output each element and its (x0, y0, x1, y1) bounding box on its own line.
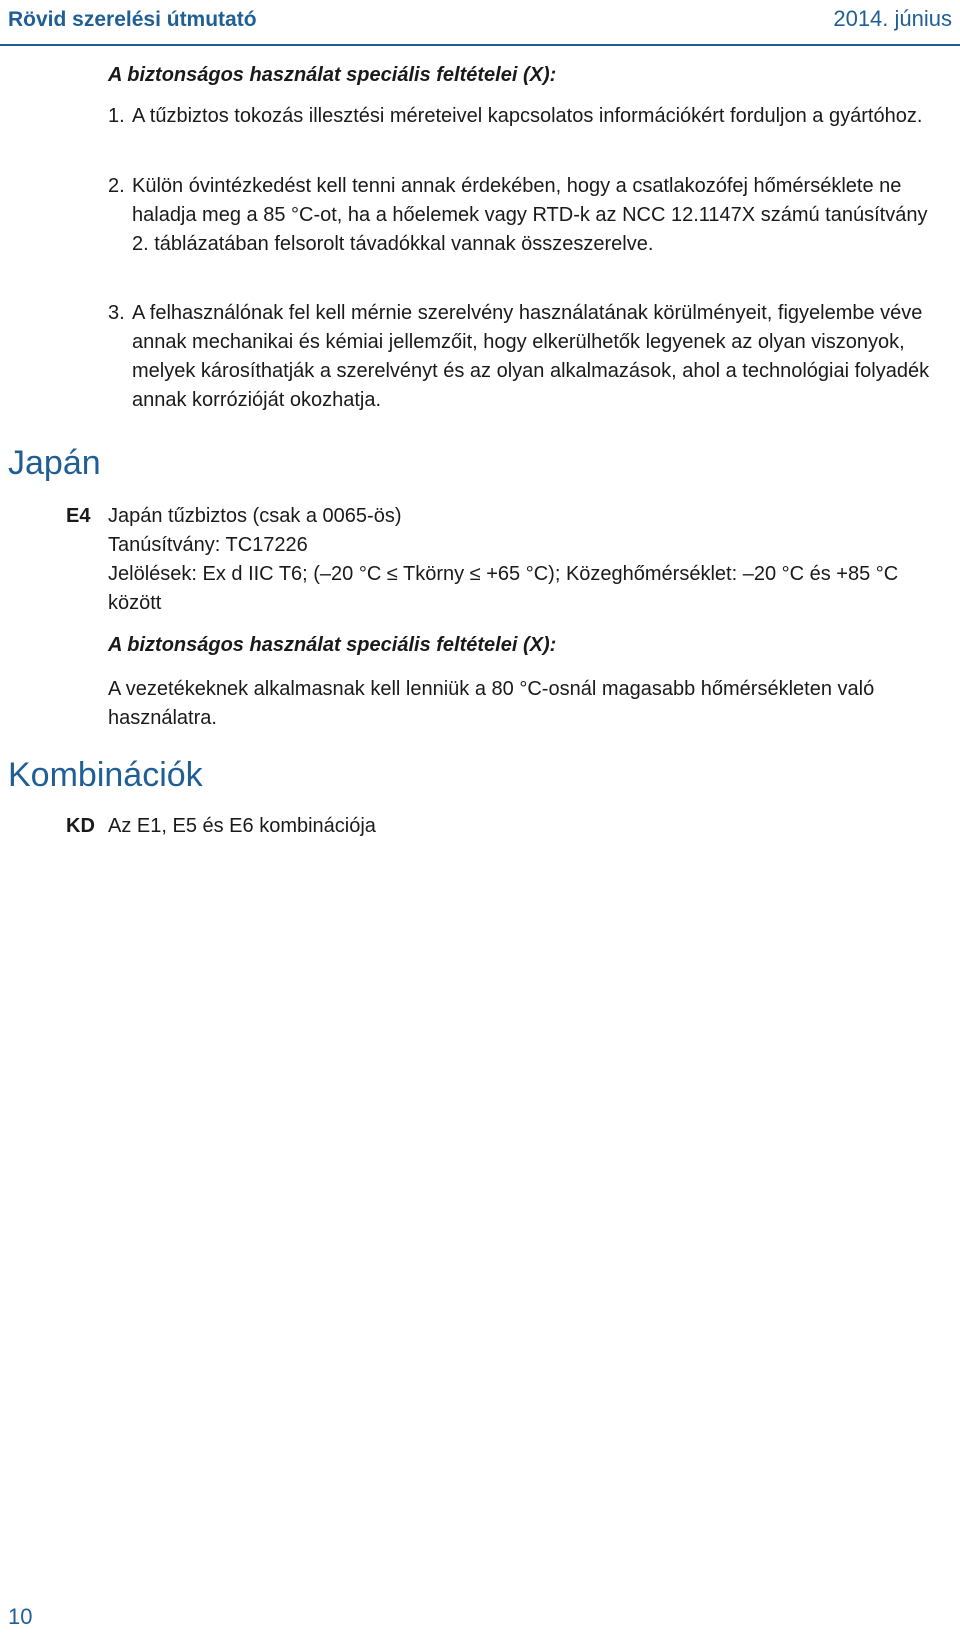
condition-item-3 (108, 299, 948, 415)
page-header (0, 0, 960, 46)
condition-item-number: 2. (108, 175, 125, 197)
markings-line: Jelölések: Ex d IIC T6; (–20 °C ≤ Tkörny ≤ +65 °C); Közeghőmérséklet: –20 °C és +85 °C között (108, 563, 899, 614)
section-heading-japan: Japán (8, 444, 101, 482)
option-title: Az E1, E5 és E6 kombinációja (108, 815, 376, 837)
option-code: E4 (66, 505, 91, 527)
section-heading-combinations: Kombinációk (8, 756, 203, 794)
condition-item-number: 1. (108, 105, 125, 127)
document-date: 2014. június (833, 6, 952, 31)
document-title: Rövid szerelési útmutató (8, 8, 257, 31)
certificate-line: Tanúsítvány: TC17226 (108, 534, 308, 556)
condition-item-1 (108, 102, 948, 131)
option-title: Japán tűzbiztos (csak a 0065-ös) (108, 505, 402, 527)
page-number: 10 (8, 1604, 33, 1629)
condition-item-text: A felhasználónak fel kell mérnie szerelvény használatának körülményeit, figyelembe véve annak mechanikai és kémiai jellemzőit, hogy elkerülhetők legyenek az olyan viszonyok, melyek károsíthatják a szerelvényt és az olyan alkalmazások, ahol a technológiai folyadék annak korrózióját okozhatja. (132, 302, 930, 411)
header-divider (0, 44, 960, 46)
option-e4 (66, 502, 946, 618)
condition-item-2 (108, 172, 948, 259)
condition-item-number: 3. (108, 302, 125, 324)
japan-conditions-text: A vezetékeknek alkalmasnak kell lenniük a 80 °C-osnál magasabb hőmérsékleten való használatra. (108, 678, 875, 729)
condition-item-text: A tűzbiztos tokozás illesztési méreteivel kapcsolatos információkért forduljon a gyártóhoz. (132, 105, 923, 127)
option-kd (66, 812, 946, 841)
condition-item-text: Külön óvintézkedést kell tenni annak érdekében, hogy a csatlakozófej hőmérséklete ne haladja meg a 85 °C-ot, ha a hőelemek vagy RTD-k az NCC 12.1147X számú tanúsítvány 2. táblázatában felsorolt távadókkal vannak összeszerelve. (132, 175, 928, 255)
option-code: KD (66, 815, 95, 837)
special-conditions-heading: A biztonságos használat speciális feltételei (X): (108, 64, 557, 86)
japan-conditions-heading: A biztonságos használat speciális feltételei (X): (108, 634, 557, 656)
